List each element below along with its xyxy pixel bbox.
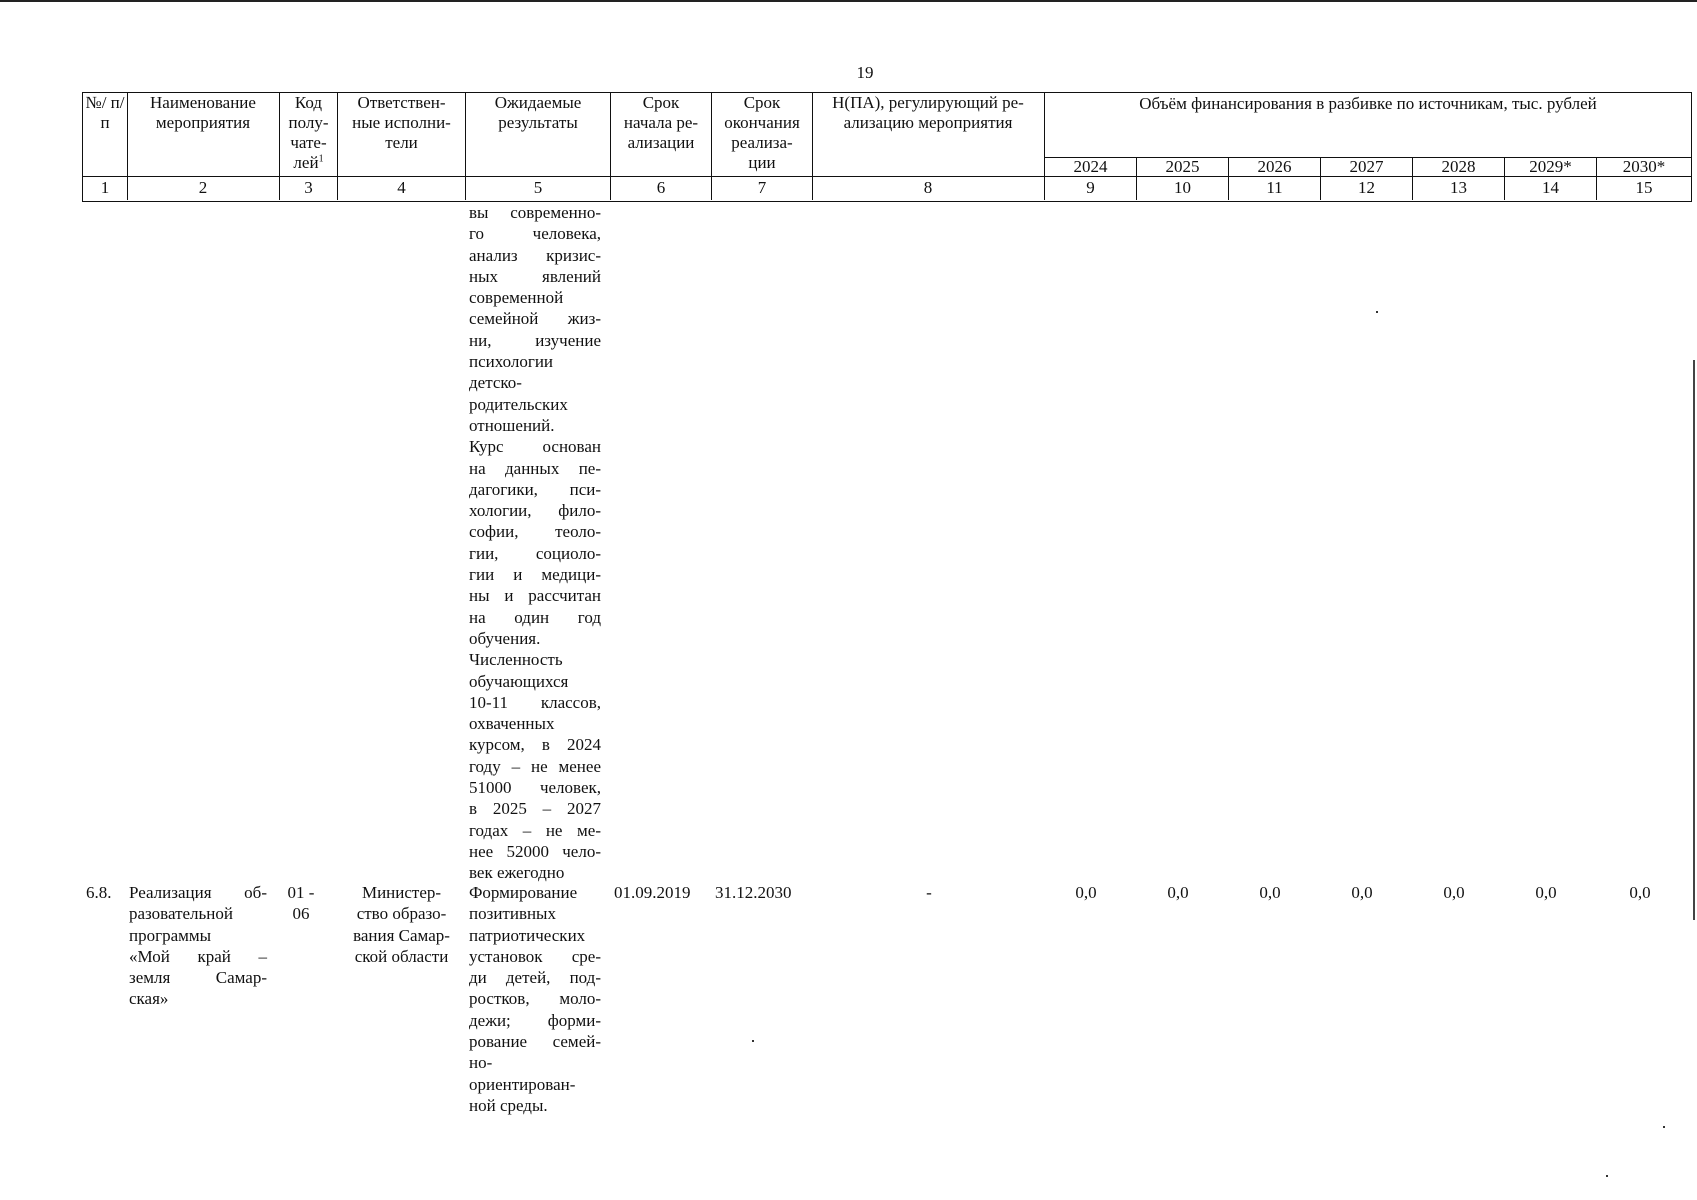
continuation-line: курсом, в 2024 [469, 735, 601, 755]
col-line [127, 92, 128, 200]
continuation-line: гии и медици- [469, 565, 601, 585]
continuation-line: дагогики, пси- [469, 479, 601, 499]
header-npa-line: ализацию мероприятия [843, 113, 1013, 132]
column-number: 5 [533, 178, 543, 197]
year-2029: 2029* [1529, 157, 1572, 176]
continuation-line: век ежегодно [469, 863, 565, 883]
column-number: 11 [1266, 178, 1283, 197]
column-number: 14 [1542, 178, 1559, 197]
col-line [711, 92, 712, 200]
continuation-results-text [469, 202, 601, 884]
header-code-line: полу- [288, 113, 329, 132]
column-number: 10 [1174, 178, 1191, 197]
header-executors-line: Ответствен- [357, 93, 446, 112]
npa-value: - [926, 883, 932, 902]
continuation-line: семейной жиз- [469, 309, 601, 329]
funding-2028: 0,0 [1443, 883, 1465, 902]
continuation-line: современной [469, 288, 564, 308]
funding-2025: 0,0 [1167, 883, 1189, 902]
recipient-code-line: 06 [292, 904, 310, 924]
continuation-line: Курс основан [469, 437, 601, 457]
header-code-line: чате- [290, 133, 327, 152]
continuation-line: гии, социоло- [469, 543, 601, 563]
header-results-line: результаты [498, 113, 578, 132]
column-number: 12 [1358, 178, 1375, 197]
continuation-line: обучающихся [469, 671, 569, 691]
col-line [279, 92, 280, 200]
funding-2029: 0,0 [1535, 883, 1557, 902]
continuation-line: ных явлений [469, 266, 601, 286]
continuation-line: Численность [469, 650, 563, 670]
header-col-executors [339, 93, 464, 153]
header-end-line: окончания [724, 113, 800, 132]
scan-speck [1663, 1126, 1665, 1128]
row-number: 6.8. [86, 883, 112, 902]
column-number: 3 [304, 178, 313, 197]
header-start-line: Срок [642, 93, 680, 112]
header-col-number: №/ п/п [85, 93, 125, 132]
funding-2026: 0,0 [1259, 883, 1281, 902]
col-line [1044, 92, 1045, 200]
expected-results-line: ной среды. [469, 1095, 548, 1115]
event-name-line: Реализация об- [129, 883, 267, 902]
header-executors-line: тели [385, 133, 418, 152]
column-number: 7 [757, 178, 767, 197]
expected-results-line: но- [469, 1053, 493, 1073]
continuation-line: годах – не ме- [469, 820, 601, 840]
scan-speck [1606, 1175, 1608, 1177]
continuation-line: ны и рассчитан [469, 586, 601, 606]
col-line [1596, 157, 1597, 200]
header-code-line [281, 153, 336, 173]
column-number: 4 [397, 178, 406, 197]
continuation-line: ни, изучение [469, 330, 601, 350]
year-2026: 2026 [1257, 157, 1292, 176]
end-date: 31.12.2030 [715, 883, 792, 902]
header-executors-line: ные исполни- [352, 113, 451, 132]
footnote-marker: 1 [318, 153, 324, 165]
header-col-npa [814, 93, 1042, 133]
continuation-line: нее 52000 чело- [469, 841, 601, 861]
event-name-line: ская» [129, 989, 169, 1009]
col-line [1228, 157, 1229, 200]
continuation-line: вы современно- [469, 203, 601, 222]
column-number: 9 [1086, 178, 1095, 197]
col-line [337, 92, 338, 200]
header-start-line: начала ре- [623, 113, 699, 132]
continuation-line: на данных пе- [469, 458, 601, 478]
header-code-line: Код [294, 93, 323, 112]
continuation-line: 51000 человек, [469, 778, 601, 798]
event-name [129, 882, 267, 1010]
expected-results-line: дежи; форми- [469, 1010, 601, 1030]
column-number: 15 [1635, 178, 1653, 197]
header-start-line: ализации [627, 133, 695, 152]
funding-2030: 0,0 [1629, 883, 1651, 902]
header-end-line: реализа- [731, 133, 793, 152]
col-line [465, 92, 466, 200]
column-number: 8 [923, 178, 933, 197]
header-col-end [713, 93, 811, 173]
expected-results-line: установок сре- [469, 946, 601, 966]
continuation-line: софии, теоло- [469, 522, 601, 542]
responsible-executor [339, 882, 464, 967]
header-col-start [612, 93, 710, 153]
continuation-line: отношений. [469, 415, 555, 435]
executor-line: ство образо- [356, 904, 447, 924]
header-npa-line: Н(ПА), регулирующий ре- [832, 93, 1024, 112]
continuation-line: детско- [469, 373, 522, 393]
page-number: 19 [856, 63, 874, 82]
expected-results-line: патриотических [469, 925, 586, 945]
header-col-name: Наименование мероприятия [150, 93, 256, 132]
continuation-line: охваченных [469, 714, 555, 734]
event-name-line: программы [129, 925, 212, 945]
scan-speck [752, 1040, 754, 1042]
recipient-code [281, 882, 321, 925]
year-2027: 2027 [1349, 157, 1384, 176]
recipient-code-line: 01 - [287, 883, 315, 902]
header-end-line: ции [748, 153, 776, 172]
column-number: 6 [656, 178, 666, 197]
expected-results-line: рование семей- [469, 1032, 601, 1052]
col-line [1412, 157, 1413, 200]
executor-line: вания Самар- [353, 925, 450, 945]
year-2028: 2028 [1441, 157, 1476, 176]
col-line [1136, 157, 1137, 200]
year-2024: 2024 [1073, 157, 1108, 176]
col-line [1320, 157, 1321, 200]
continuation-line: на один год [469, 607, 601, 627]
column-number: 1 [100, 178, 110, 197]
continuation-line: го человека, [469, 224, 601, 244]
continuation-line: году – не менее [469, 756, 601, 776]
event-name-line: земля Самар- [129, 968, 267, 988]
column-number: 2 [198, 178, 208, 197]
event-name-line: «Мой край – [129, 946, 267, 966]
expected-results-line: ростков, моло- [469, 989, 601, 1009]
year-2025: 2025 [1165, 157, 1200, 176]
col-line [812, 92, 813, 200]
top-scan-rule [0, 0, 1697, 2]
expected-results-line: ориентирован- [469, 1074, 576, 1094]
continuation-line: анализ кризис- [469, 245, 601, 265]
col-line [610, 92, 611, 200]
column-number: 13 [1450, 178, 1467, 197]
header-end-line: Срок [743, 93, 781, 112]
header-funding-title: Объём финансирования в разбивке по источникам, тыс. рублей [1139, 94, 1597, 113]
year-2030: 2030* [1622, 157, 1666, 176]
header-results-line: Ожидаемые [494, 93, 582, 112]
expected-results-line: позитивных [469, 904, 556, 924]
executor-line: Министер- [361, 883, 442, 902]
executor-line: ской области [354, 946, 449, 966]
continuation-line: обучения. [469, 628, 541, 648]
expected-results-line: Формирование [469, 883, 578, 902]
scan-edge-artifact [1693, 360, 1695, 920]
continuation-line: психологии [469, 352, 554, 372]
event-name-line: разовательной [129, 904, 233, 924]
expected-results-line: ди детей, под- [469, 968, 601, 988]
header-col-code [281, 93, 336, 173]
header-col-results [467, 93, 609, 133]
header-code-text: лей [293, 153, 319, 172]
col-line [1504, 157, 1505, 200]
funding-2027: 0,0 [1351, 883, 1373, 902]
continuation-line: 10-11 классов, [469, 692, 601, 712]
scan-speck [1376, 311, 1378, 313]
start-date: 01.09.2019 [614, 883, 691, 902]
continuation-line: в 2025 – 2027 [469, 799, 601, 819]
expected-results [469, 882, 601, 1116]
funding-2024: 0,0 [1075, 883, 1097, 902]
continuation-line: хологии, фило- [469, 501, 601, 521]
continuation-line: родительских [469, 394, 568, 414]
